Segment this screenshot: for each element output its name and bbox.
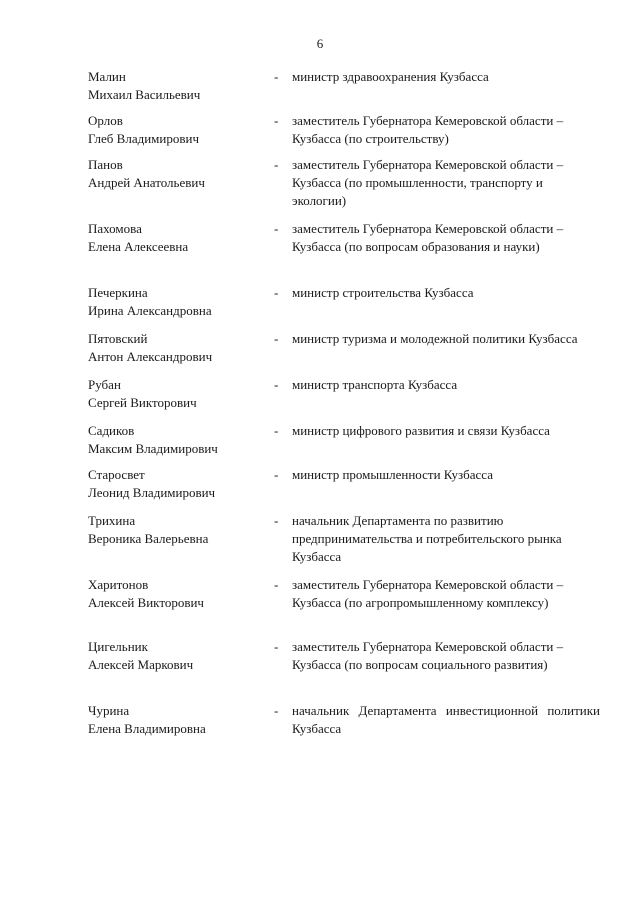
dash-separator: -: [274, 467, 279, 482]
dash-separator: -: [274, 377, 279, 392]
dash-separator: -: [274, 703, 279, 718]
member-role: министр промышленности Кузбасса: [292, 467, 493, 482]
member-given-names: Глеб Владимирович: [88, 131, 199, 146]
member-role: заместитель Губернатора Кемеровской области – Кузбасса (по вопросам образования и науки): [292, 221, 564, 254]
dash-separator: -: [274, 513, 279, 528]
member-given-names: Михаил Васильевич: [88, 87, 201, 102]
member-role: заместитель Губернатора Кемеровской области – Кузбасса (по агропромышленному комплексу): [292, 577, 564, 610]
dash-separator: -: [274, 157, 279, 172]
member-role: начальник Департамента по развитию предпринимательства и потребительского рынка Кузбасса: [292, 513, 562, 564]
member-name: [88, 422, 268, 458]
member-name: [88, 220, 268, 256]
member-name: [88, 466, 268, 502]
member-surname: Печеркина: [88, 285, 148, 300]
member-given-names: Леонид Владимирович: [88, 485, 216, 500]
member-name: [88, 702, 268, 738]
member-name: [88, 638, 268, 674]
member-surname: Цигельник: [88, 639, 148, 654]
member-name: [88, 68, 268, 104]
member-role: заместитель Губернатора Кемеровской области – Кузбасса (по промышленности, транспорту и экологии): [292, 157, 564, 208]
member-given-names: Вероника Валерьевна: [88, 531, 209, 546]
member-role: заместитель Губернатора Кемеровской области – Кузбасса (по строительству): [292, 113, 564, 146]
member-surname: Малин: [88, 69, 126, 84]
member-role: министр транспорта Кузбасса: [292, 377, 458, 392]
member-given-names: Ирина Александровна: [88, 303, 212, 318]
member-given-names: Елена Владимировна: [88, 721, 206, 736]
member-surname: Рубан: [88, 377, 121, 392]
member-role: заместитель Губернатора Кемеровской области – Кузбасса (по вопросам социального развития): [292, 639, 564, 672]
member-name: [88, 376, 268, 412]
member-surname: Чурина: [88, 703, 130, 718]
member-surname: Пятовский: [88, 331, 148, 346]
page-number: 6: [316, 36, 324, 51]
member-name: [88, 284, 268, 320]
member-surname: Трихина: [88, 513, 136, 528]
member-given-names: Сергей Викторович: [88, 395, 197, 410]
member-surname: Харитонов: [88, 577, 149, 592]
dash-separator: -: [274, 221, 279, 236]
dash-separator: -: [274, 423, 279, 438]
member-given-names: Алексей Викторович: [88, 595, 204, 610]
dash-separator: -: [274, 639, 279, 654]
member-role: министр здравоохранения Кузбасса: [292, 69, 489, 84]
member-role: министр туризма и молодежной политики Кузбасса: [292, 331, 578, 346]
dash-separator: -: [274, 331, 279, 346]
member-name: [88, 512, 268, 548]
member-surname: Панов: [88, 157, 123, 172]
member-surname: Садиков: [88, 423, 135, 438]
member-given-names: Антон Александрович: [88, 349, 213, 364]
member-surname: Орлов: [88, 113, 123, 128]
member-role: министр цифрового развития и связи Кузбасса: [292, 423, 550, 438]
member-name: [88, 156, 268, 192]
dash-separator: -: [274, 285, 279, 300]
member-surname: Пахомова: [88, 221, 142, 236]
member-given-names: Елена Алексеевна: [88, 239, 189, 254]
dash-separator: -: [274, 69, 279, 84]
dash-separator: -: [274, 113, 279, 128]
dash-separator: -: [274, 577, 279, 592]
member-given-names: Андрей Анатольевич: [88, 175, 205, 190]
member-role: министр строительства Кузбасса: [292, 285, 474, 300]
member-given-names: Максим Владимирович: [88, 441, 218, 456]
member-surname: Старосвет: [88, 467, 145, 482]
member-name: [88, 330, 268, 366]
member-name: [88, 112, 268, 148]
member-given-names: Алексей Маркович: [88, 657, 194, 672]
member-role: начальник Департамента инвестиционной политики Кузбасса: [292, 703, 600, 736]
member-name: [88, 576, 268, 612]
